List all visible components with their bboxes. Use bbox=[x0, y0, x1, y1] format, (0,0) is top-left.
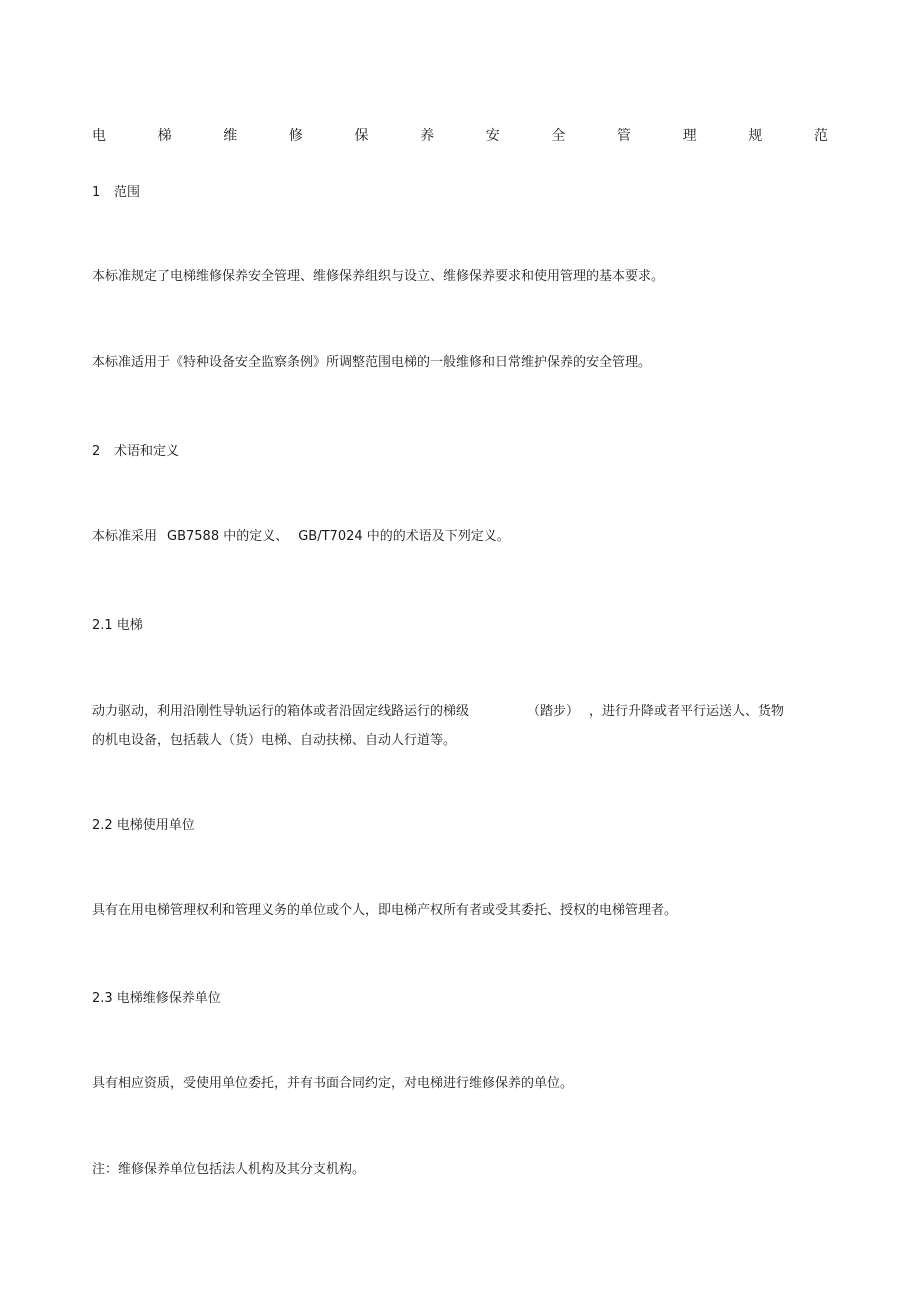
definition-text: 的机电设备，包括载人（货）电梯、自动扶梯、自动人行道等。 bbox=[92, 733, 457, 748]
subsection-2-3-heading: 2.3 电梯维修保养单位 bbox=[92, 991, 221, 1006]
definition-text: ，进行升降或者平行运送人、货物 bbox=[589, 704, 785, 719]
definition-text: （踏步） bbox=[527, 704, 580, 719]
note-text: 注：维修保养单位包括法人机构及其分支机构。 bbox=[92, 1162, 366, 1177]
section-number: 2 bbox=[92, 444, 101, 459]
definition-user-unit: 具有在用电梯管理权利和管理义务的单位或个人，即电梯产权所有者或受其委托、授权的电梯管理者。 bbox=[92, 903, 678, 918]
title-char: 范 bbox=[813, 128, 828, 144]
definition-maintenance-unit: 具有相应资质，受使用单位委托，并有书面合同约定，对电梯进行维修保养的单位。 bbox=[92, 1076, 574, 1091]
title-char: 梯 bbox=[157, 128, 172, 144]
section-title: 术语和定义 bbox=[114, 444, 180, 459]
document-title bbox=[92, 126, 828, 146]
section-1-heading bbox=[92, 184, 140, 202]
section-title: 范围 bbox=[114, 185, 141, 200]
subsection-2-2-heading: 2.2 电梯使用单位 bbox=[92, 818, 195, 833]
title-char: 维 bbox=[223, 128, 238, 144]
title-char: 保 bbox=[354, 128, 369, 144]
definition-elevator bbox=[92, 697, 812, 755]
title-char: 理 bbox=[682, 128, 697, 144]
title-char: 修 bbox=[288, 128, 303, 144]
title-char: 管 bbox=[617, 128, 631, 144]
section-2-heading bbox=[92, 443, 179, 461]
intro-part: 本标准采用 bbox=[92, 529, 158, 544]
standard-ref: GB/T7024 中的的术语及下列定义。 bbox=[298, 529, 510, 544]
title-char: 全 bbox=[551, 128, 566, 144]
title-char: 安 bbox=[485, 128, 500, 144]
section-number: 1 bbox=[92, 185, 101, 200]
title-char: 养 bbox=[420, 128, 435, 144]
scope-paragraph-1: 本标准规定了电梯维修保养安全管理、维修保养组织与设立、维修保养要求和使用管理的基本要求。 bbox=[92, 269, 665, 284]
title-char: 规 bbox=[748, 128, 763, 144]
definition-text: 动力驱动，利用沿刚性导轨运行的箱体或者沿固定线路运行的梯级 bbox=[92, 704, 470, 719]
standard-ref: GB7588 中的定义、 bbox=[167, 529, 289, 544]
subsection-2-1-heading: 2.1 电梯 bbox=[92, 618, 143, 633]
title-char: 电 bbox=[92, 128, 106, 144]
definitions-intro bbox=[92, 528, 510, 546]
scope-paragraph-2: 本标准适用于《特种设备安全监察条例》所调整范围电梯的一般维修和日常维护保养的安全管理。 bbox=[92, 355, 652, 370]
